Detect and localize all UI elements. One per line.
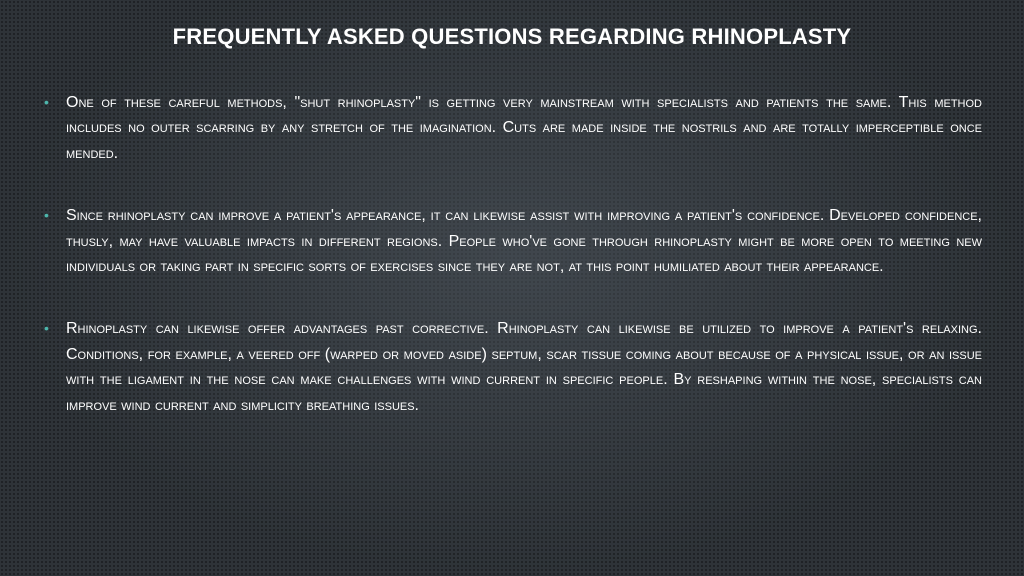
bullet-list xyxy=(44,90,982,418)
bullet-text: Rhinoplasty can likewise offer advantages past corrective. Rhinoplasty can likewise be utilized to improve a patient's relaxing. Conditions, for example, a veered off (warped or moved aside) septum, scar tissue coming about because of a physical issue, or an issue with the ligament in the nose can make challenges with wind current in specific people. By reshaping within the nose, specialists can improve wind current and simplicity breathing issues. xyxy=(66,320,982,414)
bullet-text: One of these careful methods, "shut rhinoplasty" is getting very mainstream with specialists and patients the same. This method includes no outer scarring by any stretch of the imagination. Cuts are made inside the nostrils and are totally imperceptible once mended. xyxy=(66,94,982,162)
bullet-item-3 xyxy=(44,316,982,418)
slide-title: FREQUENTLY ASKED QUESTIONS REGARDING RHINOPLASTY xyxy=(172,24,852,49)
bullet-item-2 xyxy=(44,203,982,279)
bullet-dot-icon: • xyxy=(44,320,49,337)
bullet-text: Since rhinoplasty can improve a patient's appearance, it can likewise assist with improving a patient's confidence. Developed confidence, thusly, may have valuable impacts in different regions. People who've gone through rhinoplasty might be more open to meeting new individuals or taking part in specific sorts of exercises since they are not, at this point humiliated about their appearance. xyxy=(66,207,982,276)
bullet-item-1 xyxy=(44,90,982,166)
bullet-dot-icon: • xyxy=(44,94,49,110)
bullet-dot-icon: • xyxy=(44,207,49,224)
